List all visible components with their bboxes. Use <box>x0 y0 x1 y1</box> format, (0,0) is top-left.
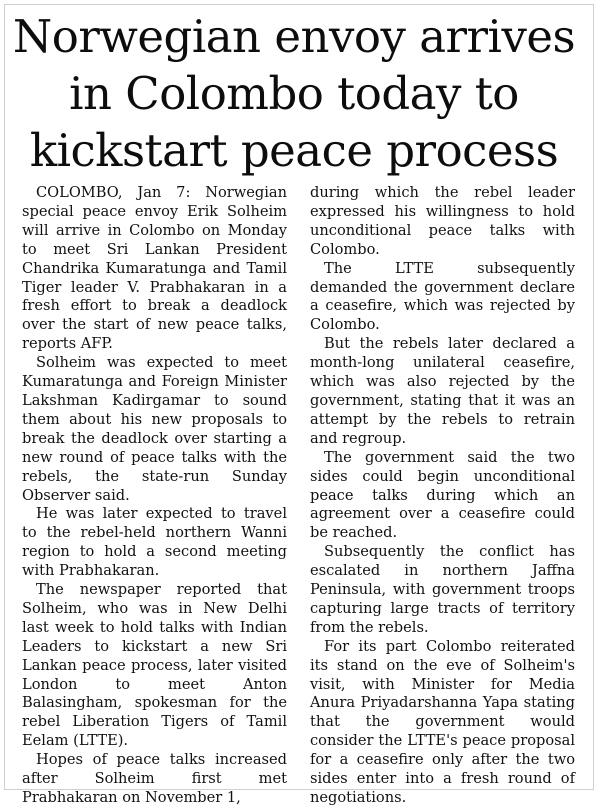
article-paragraph: For its part Colombo reiterated its stand on the eve of Solheim's visit, with Minister for Media Anura Priyadarshanna Yapa stating that the government would consider the LTTE's peace proposal for a ceasefire only after the two sides enter into a fresh round of negotiations. <box>310 637 575 806</box>
article-paragraph: He was later expected to travel to the rebel-held northern Wanni region to hold a second meeting with Prabhakaran. <box>22 505 287 580</box>
article-paragraph: Solheim was expected to meet Kumaratunga and Foreign Minister Lakshman Kadirgamar to sound them about his new proposals to break the deadlock over starting a new round of peace talks with the rebels, the state-run Sunday Observer said. <box>22 354 287 504</box>
article-column-right <box>310 184 575 808</box>
article-paragraph: The government said the two sides could begin unconditional peace talks during which an agreement over a ceasefire could be reached. <box>310 448 575 542</box>
headline-line: in Colombo today to <box>69 67 519 120</box>
article-paragraph: Subsequently the conflict has escalated in northern Jaffna Peninsula, with government troops capturing large tracts of territory from the rebels. <box>310 543 575 636</box>
article-paragraph: COLOMBO, Jan 7: Norwegian special peace envoy Erik Solheim will arrive in Colombo on Monday to meet Sri Lankan President Chandrika Kumaratunga and Tamil Tiger leader V. Prabhakaran in a fresh effort to break a deadlock over the start of new peace talks, reports AFP. <box>22 184 287 353</box>
article-paragraph: But the rebels later declared a month-long unilateral ceasefire, which was also rejected by the government, stating that it was an attempt by the rebels to retrain and regroup. <box>310 335 575 447</box>
article-paragraph: Hopes of peace talks increased after Solheim first met Prabhakaran on November 1, <box>22 751 287 806</box>
article-paragraph: during which the rebel leader expressed his willingness to hold unconditional peace talks with Colombo. <box>310 184 575 258</box>
article-paragraph: The newspaper reported that Solheim, who was in New Delhi last week to hold talks with Indian Leaders to kickstart a new Sri Lankan peace process, later visited London to meet Anton Balasingham, spokesman for the rebel Liberation Tigers of Tamil Eelam (LTTE). <box>22 581 287 750</box>
headline-line: Norwegian envoy arrives <box>12 10 576 63</box>
article-column-left <box>22 184 287 808</box>
headline-line: kickstart peace process <box>29 124 559 177</box>
headline <box>8 8 580 179</box>
article-paragraph: The LTTE subsequently demanded the government declare a ceasefire, which was rejected by Colombo. <box>310 259 575 334</box>
